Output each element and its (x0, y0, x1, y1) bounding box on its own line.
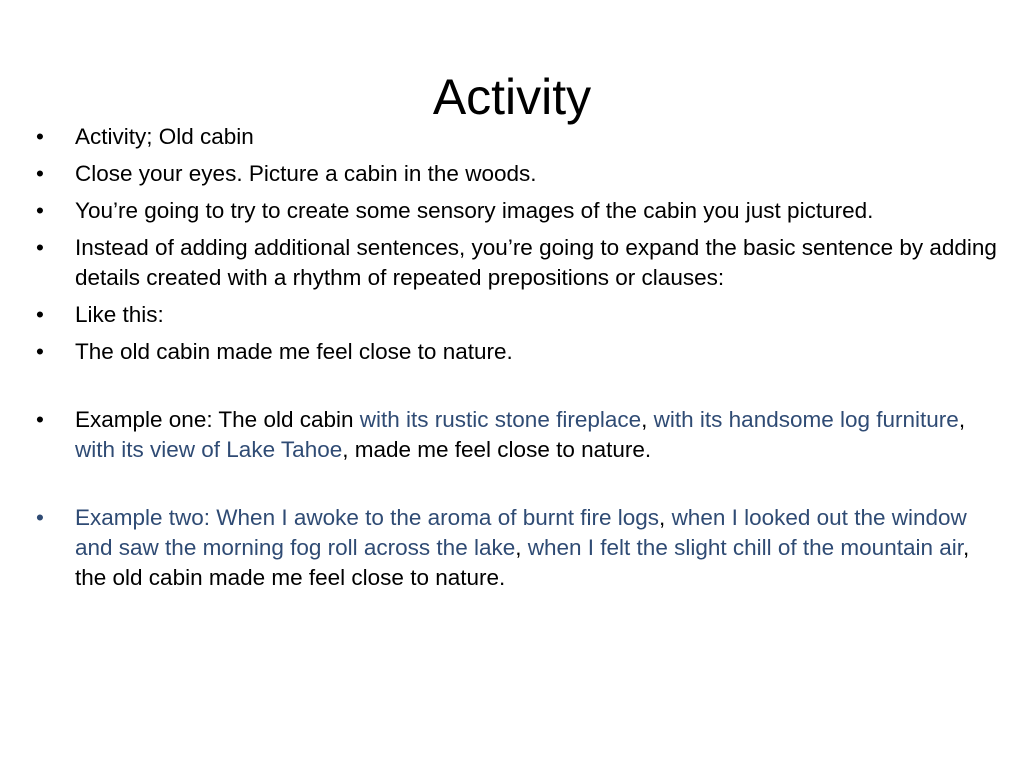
example-one-lead: Example one: The old cabin (75, 407, 360, 432)
bullet-text: The old cabin made me feel close to nature. (75, 339, 513, 364)
bullet-icon: • (36, 302, 44, 327)
bullet-text: Instead of adding additional sentences, you’re going to expand the basic sentence by adding details created with a rhythm of repeated prepositions or clauses: (75, 235, 997, 290)
bullet-text: You’re going to try to create some sensory images of the cabin you just pictured. (75, 198, 874, 223)
bullet-icon: • (36, 235, 44, 260)
example-two-ending: , the old cabin made me feel close to nature. (75, 535, 970, 590)
bullet-item (36, 337, 1004, 367)
example-two-item (36, 503, 1004, 593)
bullet-item (36, 159, 1004, 189)
bullet-icon: • (36, 505, 44, 530)
example-two-clause-chill: when I felt the slight chill of the mountain air (527, 535, 963, 560)
comma: , (958, 407, 966, 432)
example-one-item (36, 405, 1004, 465)
example-one-phrase-view: with its view of Lake Tahoe (75, 437, 343, 462)
bullet-list (36, 122, 1004, 600)
bullet-item (36, 233, 1004, 293)
bullet-text: Activity; Old cabin (75, 124, 254, 149)
bullet-item (36, 122, 1004, 152)
bullet-icon: • (36, 339, 44, 364)
bullet-icon: • (36, 198, 44, 223)
bullet-text: Like this: (75, 302, 164, 327)
example-two-clause-window: when I looked out the window and saw the morning fog roll across the lake (75, 505, 967, 560)
bullet-icon: • (36, 407, 44, 432)
comma: , (515, 535, 528, 560)
example-one-ending: , made me feel close to nature. (342, 437, 652, 462)
bullet-icon: • (36, 161, 44, 186)
example-one-phrase-fireplace: with its rustic stone fireplace (359, 407, 642, 432)
bullet-item (36, 300, 1004, 330)
example-two-lead: Example two: When I awoke to the aroma of burnt fire logs (75, 505, 660, 530)
example-one-phrase-furniture: with its handsome log furniture (653, 407, 959, 432)
bullet-icon: • (36, 124, 44, 149)
comma: , (641, 407, 654, 432)
comma: , (659, 505, 672, 530)
bullet-item (36, 196, 1004, 226)
bullet-text: Close your eyes. Picture a cabin in the woods. (75, 161, 537, 186)
slide-title: Activity (432, 69, 592, 125)
